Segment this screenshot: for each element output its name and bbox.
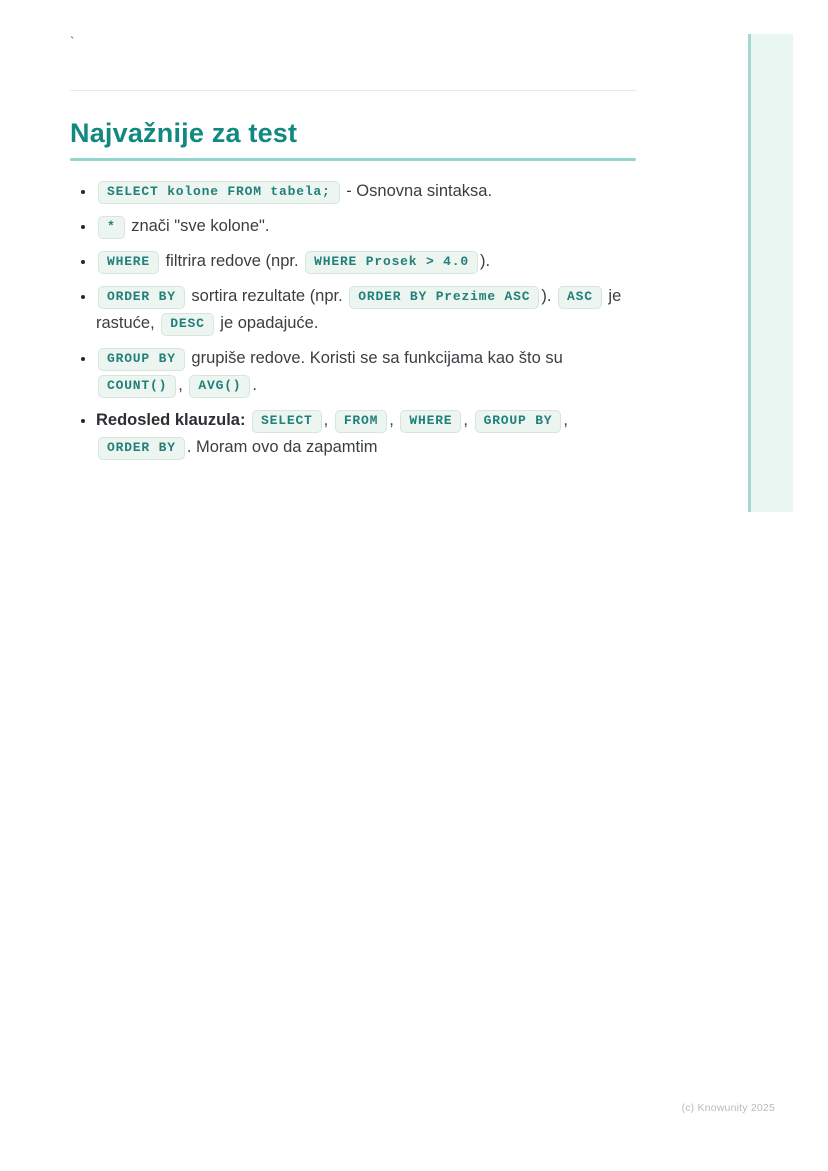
list-item [96,407,636,461]
inline-code-chip: COUNT() [98,375,176,398]
key-points-list [70,178,636,461]
bold-text-run: Redosled klauzula: [96,411,251,429]
inline-code-chip: WHERE [400,410,461,433]
inline-code-chip: WHERE [98,251,159,274]
text-run: , [323,411,333,429]
text-run: , [389,411,399,429]
inline-code-chip: AVG() [189,375,250,398]
text-run: sortira rezultate (npr. [186,287,348,305]
list-item [96,345,636,399]
inline-code-chip: SELECT [252,410,322,433]
inline-code-chip: SELECT kolone FROM tabela; [98,181,340,204]
text-run: - Osnovna sintaksa. [341,182,493,200]
divider-line [70,90,636,91]
inline-code-chip: ORDER BY [98,437,185,460]
text-run: . Moram ovo da zapamtim [186,438,378,456]
text-run: je opadajuće. [215,314,319,332]
page-edge-highlight-strip [748,34,793,512]
inline-code-chip: * [98,216,125,239]
text-run: , [178,376,188,394]
copyright-text: (c) Knowunity 2025 [681,1102,775,1114]
text-run: . [252,376,257,394]
list-item [96,283,636,337]
title-underline [70,158,636,161]
list-item [96,248,636,275]
text-run: , [563,411,568,429]
inline-code-chip: GROUP BY [475,410,562,433]
text-run: je rastuće, [96,287,622,332]
inline-code-chip: GROUP BY [98,348,185,371]
text-run: ). [479,252,491,270]
inline-code-chip: WHERE Prosek > 4.0 [305,251,478,274]
text-run: filtrira redove (npr. [161,252,304,270]
text-run: znači "sve kolone". [126,217,270,235]
inline-code-chip: ASC [558,286,602,309]
inline-code-chip: ORDER BY Prezime ASC [349,286,539,309]
document-content [70,0,636,469]
text-run: ). [541,287,556,305]
inline-code-chip: ORDER BY [98,286,185,309]
text-run: grupiše redove. Koristi se sa funkcijama kao što su [186,349,563,367]
inline-code-chip: FROM [335,410,387,433]
stray-backtick-character: ` [70,34,75,49]
page-title: Najvažnije za test [70,118,298,148]
list-item [96,213,636,240]
list-item [96,178,636,205]
text-run: , [463,411,473,429]
inline-code-chip: DESC [161,313,213,336]
